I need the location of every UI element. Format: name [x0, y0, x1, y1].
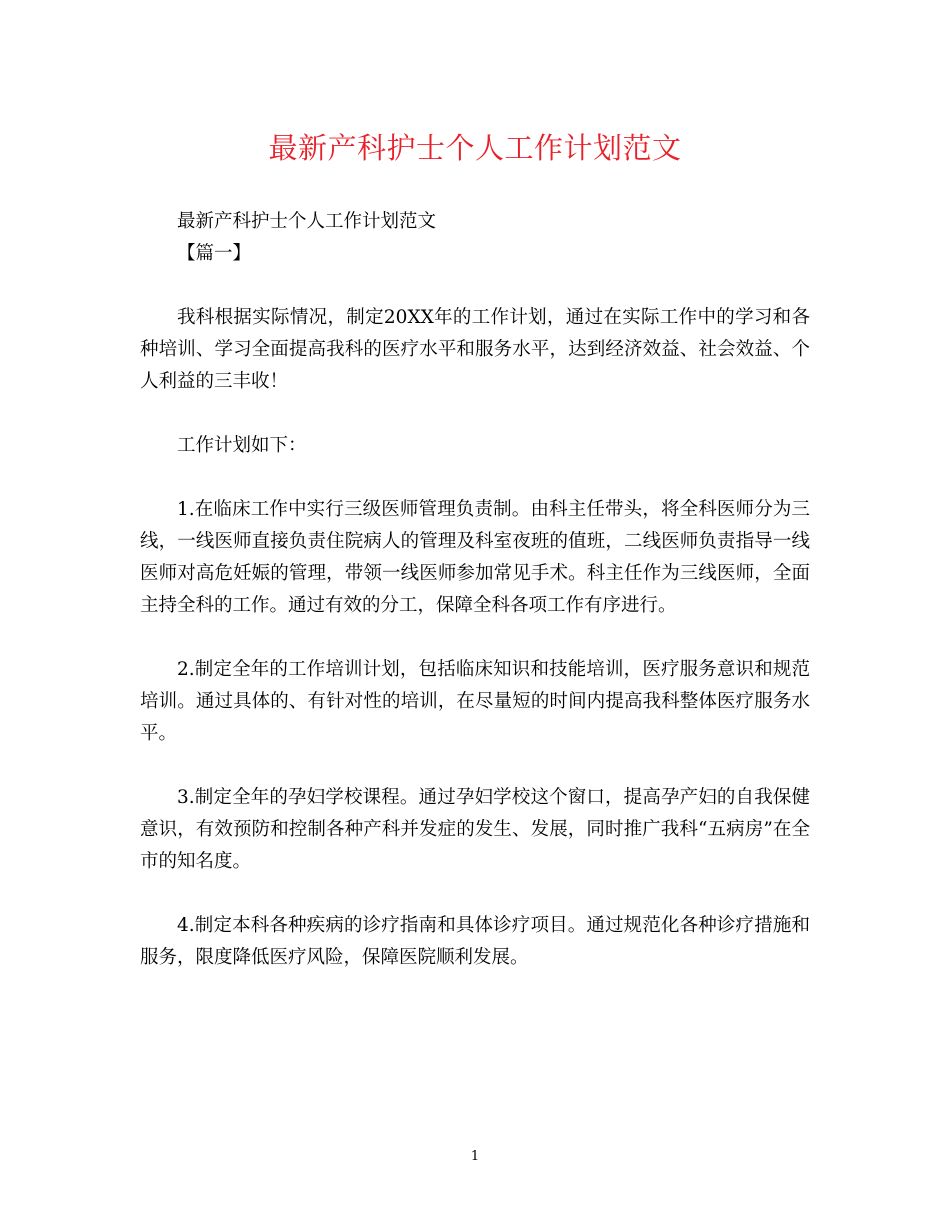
document-subtitle: 最新产科护士个人工作计划范文: [177, 211, 437, 232]
plan-heading: 工作计划如下：: [177, 435, 307, 456]
document-title: 最新产科护士个人工作计划范文: [268, 131, 682, 165]
plan-item-1: 1.在临床工作中实行三级医师管理负责制。由科主任带头，将全科医师分为三线，一线医师直接负责住院病人的管理及科室夜班的值班，二线医师负责指导一线医师对高危妊娠的管理，带领一线医师参加常见手术。科主任作为三线医师，全面主持全科的工作。通过有效的分工，保障全科各项工作有序进行。: [140, 499, 810, 616]
plan-item-4: 4.制定本科各种疾病的诊疗指南和具体诊疗项目。通过规范化各种诊疗措施和服务，限度降低医疗风险，保障医院顺利发展。: [140, 915, 810, 968]
document-body: [140, 206, 810, 974]
section-label: 【篇一】: [177, 243, 252, 264]
plan-item-2: 2.制定全年的工作培训计划，包括临床知识和技能培训，医疗服务意识和规范培训。通过具体的、有针对性的培训，在尽量短的时间内提高我科整体医疗服务水平。: [140, 659, 810, 744]
intro-paragraph: 我科根据实际情况，制定20XX年的工作计划，通过在实际工作中的学习和各种培训、学习全面提高我科的医疗水平和服务水平，达到经济效益、社会效益、个人利益的三丰收！: [140, 307, 810, 392]
page-number: 1: [470, 1149, 480, 1164]
plan-item-3: 3.制定全年的孕妇学校课程。通过孕妇学校这个窗口，提高孕产妇的自我保健意识，有效预防和控制各种产科并发症的发生、发展，同时推广我科“五病房”在全市的知名度。: [140, 787, 810, 872]
